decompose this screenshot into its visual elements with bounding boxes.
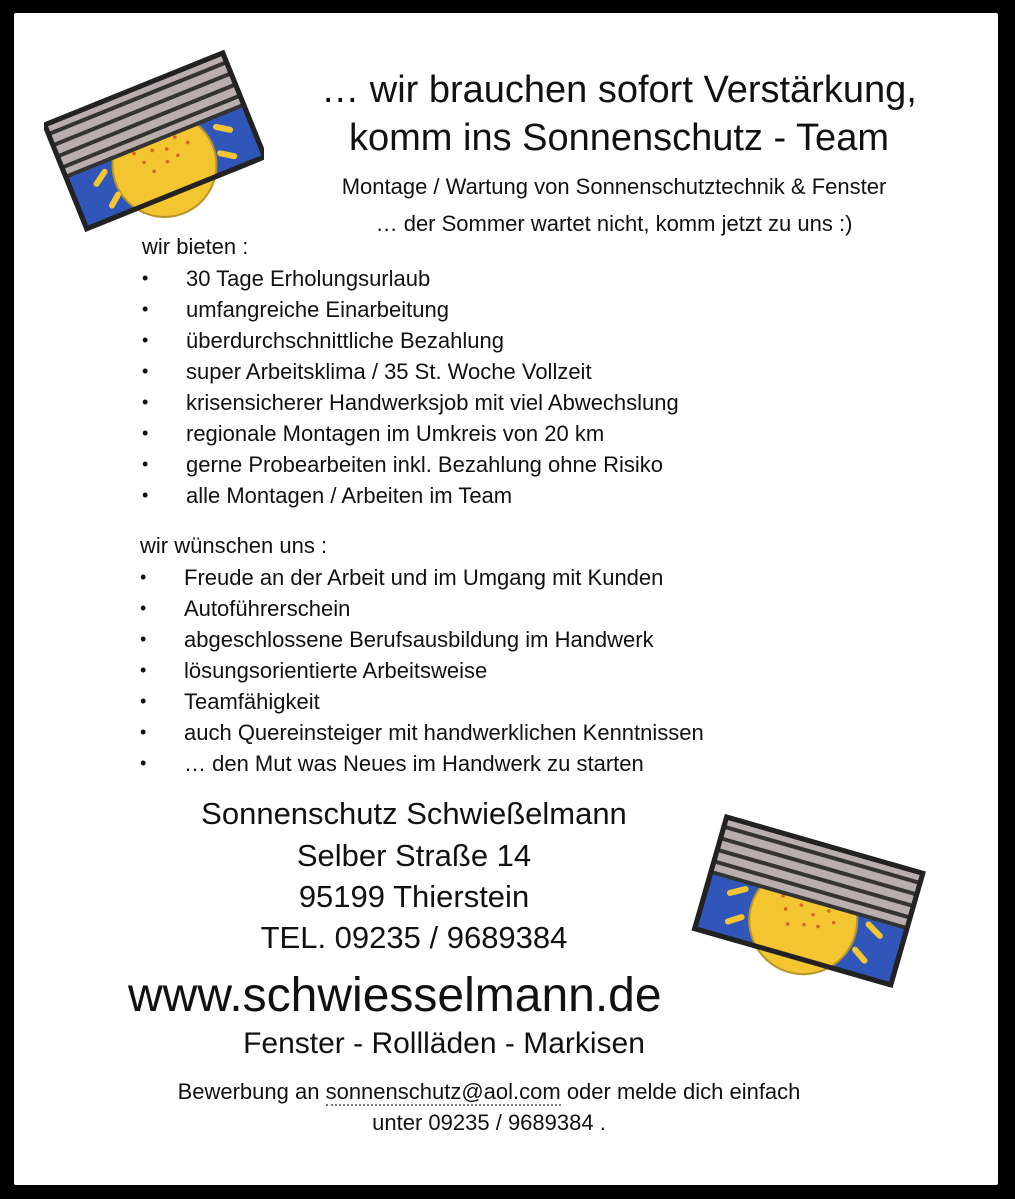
- application-suffix: oder melde dich einfach: [560, 1079, 801, 1104]
- wish-text: Freude an der Arbeit und im Umgang mit Kunden: [184, 565, 664, 590]
- wish-text: Autoführerschein: [184, 596, 351, 621]
- subheadline-services: Montage / Wartung von Sonnenschutztechnik & Fenster: [341, 174, 887, 199]
- wishes-label: wir wünschen uns :: [140, 533, 328, 558]
- wish-text: lösungsorientierte Arbeitsweise: [184, 658, 488, 683]
- headline-line-2: komm ins Sonnenschutz - Team: [349, 117, 889, 159]
- bullet: •: [140, 660, 147, 680]
- bullet: •: [142, 454, 149, 474]
- bullet: •: [142, 299, 149, 319]
- sun-blind-logo-icon: [44, 47, 264, 232]
- offer-text: überdurchschnittliche Bezahlung: [186, 328, 504, 353]
- email-link[interactable]: sonnenschutz@aol.com: [325, 1079, 561, 1104]
- website-url[interactable]: www.schwiesselmann.de: [128, 969, 662, 1022]
- bullet: •: [140, 567, 147, 587]
- company-name: Sonnenschutz Schwießelmann: [201, 796, 627, 831]
- wish-text: … den Mut was Neues im Handwerk zu starten: [184, 751, 644, 776]
- bullet: •: [142, 392, 149, 412]
- application-phone-line: unter 09235 / 9689384 .: [372, 1110, 606, 1135]
- city-address: 95199 Thierstein: [298, 879, 530, 914]
- bullet: •: [142, 268, 149, 288]
- offer-text: umfangreiche Einarbeitung: [186, 297, 449, 322]
- headline-line-1: … wir brauchen sofort Verstärkung,: [321, 69, 917, 111]
- bullet: •: [140, 598, 147, 618]
- offer-text: super Arbeitsklima / 35 St. Woche Vollzeit: [186, 359, 592, 384]
- street-address: Selber Straße 14: [296, 838, 532, 873]
- bullet: •: [140, 722, 147, 742]
- bullet: •: [140, 753, 147, 773]
- offers-label: wir bieten :: [142, 234, 249, 259]
- subheadline-summer: … der Sommer wartet nicht, komm jetzt zu uns :): [375, 211, 853, 236]
- application-prefix: Bewerbung an: [177, 1079, 326, 1104]
- job-flyer: [14, 13, 998, 1185]
- offer-text: regionale Montagen im Umkreis von 20 km: [186, 421, 605, 446]
- offer-text: gerne Probearbeiten inkl. Bezahlung ohne Risiko: [186, 452, 663, 477]
- wish-text: Teamfähigkeit: [184, 689, 320, 714]
- bullet: •: [140, 629, 147, 649]
- sun-blind-logo-icon: [689, 803, 929, 998]
- bullet: •: [142, 423, 149, 443]
- phone-number: TEL. 09235 / 9689384: [260, 920, 568, 955]
- offer-text: alle Montagen / Arbeiten im Team: [186, 483, 513, 508]
- wish-text: abgeschlossene Berufsausbildung im Handwerk: [184, 627, 654, 652]
- bullet: •: [140, 691, 147, 711]
- application-line: [74, 1079, 904, 1105]
- products-tagline: Fenster - Rollläden - Markisen: [243, 1027, 645, 1060]
- offer-text: krisensicherer Handwerksjob mit viel Abwechslung: [186, 390, 679, 415]
- bullet: •: [142, 485, 149, 505]
- bullet: •: [142, 330, 149, 350]
- wish-text: auch Quereinsteiger mit handwerklichen Kenntnissen: [184, 720, 704, 745]
- bullet: •: [142, 361, 149, 381]
- offer-text: 30 Tage Erholungsurlaub: [186, 266, 431, 291]
